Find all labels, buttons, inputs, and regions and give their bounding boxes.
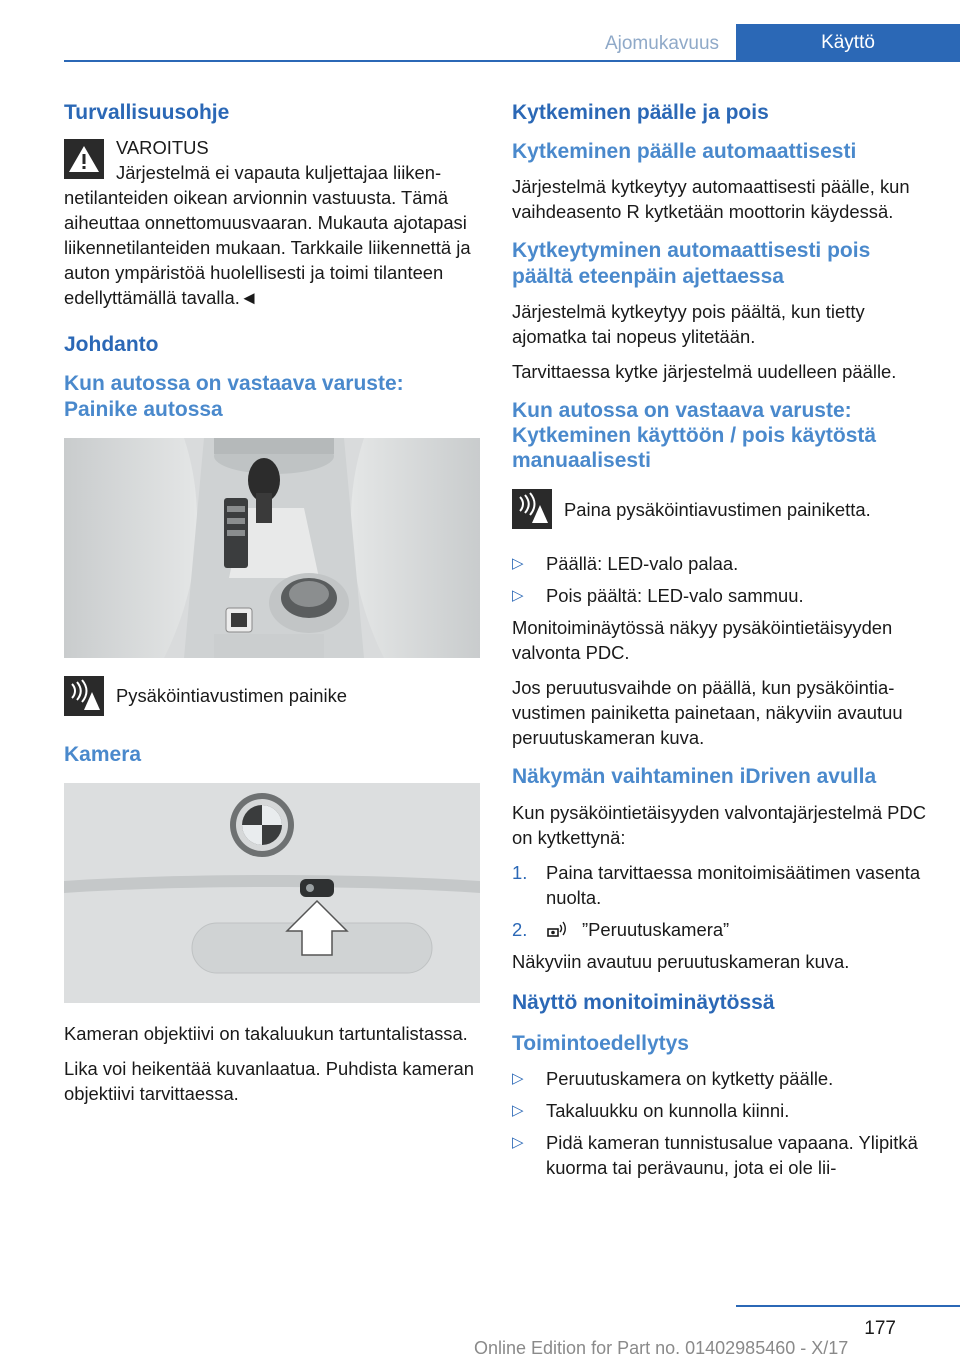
left-column (64, 100, 480, 1116)
right-column (512, 100, 928, 1187)
led-status-list (512, 551, 928, 608)
tailgate-camera-photo (64, 783, 480, 1003)
camera-location-text: Kameran objektiivi on takaluukun tartuntalistassa. (64, 1022, 468, 1044)
idrive-steps (512, 860, 928, 942)
button-heading: Kun autossa on vastaava varuste: Painike autossa (64, 372, 404, 421)
mfd-heading: Näyttö monitoiminäytössä (512, 990, 775, 1014)
button-caption: Pysäköintiavustimen painike (116, 685, 348, 707)
list-item: ▷ Peruutuskamera on kytketty päälle. (512, 1067, 834, 1089)
header-rule (64, 60, 960, 62)
idrive-result: Näkyviin avautuu peruutuskameran kuva. (512, 950, 850, 972)
manual-caption-row (512, 489, 928, 529)
auto-on-text: Järjestelmä kytkeytyy automaattisesti päälle, kun vaihdeasento R kytketään moottorin käydessä. (512, 176, 910, 223)
camera-heading: Kamera (64, 742, 142, 766)
intro-heading: Johdanto (64, 333, 159, 357)
bullet-triangle-icon: ▷ (512, 1101, 524, 1119)
bullet-triangle-icon: ▷ (512, 1133, 524, 1151)
button-caption-row (64, 676, 480, 716)
footer-rule (736, 1305, 960, 1307)
display-text-1: Monitoiminäytössä näkyy pysäköintietäisyyden valvonta PDC. (512, 617, 893, 664)
auto-off-heading: Kytkeytyminen automaattisesti pois päältä eteenpäin ajettaessa (512, 239, 871, 288)
park-distance-control-icon (64, 676, 104, 716)
list-item: 1. Paina tarvittaessa monitoimisäätimen vasenta nuolta. (512, 861, 921, 908)
warning-label: VAROITUS (116, 137, 209, 159)
prereq-heading: Toimintoedellytys (512, 1031, 689, 1055)
idrive-heading: Näkymän vaihtaminen iDriven avulla (512, 765, 877, 789)
camera-cleaning-text: Lika voi heikentää kuvanlaatua. Puhdista kameran objektiivi tarvittaessa. (64, 1057, 474, 1104)
warning-block (64, 135, 480, 310)
rear-camera-icon (546, 919, 572, 939)
warning-triangle-icon (64, 139, 104, 179)
auto-off-text-1: Järjestelmä kytkeytyy pois päältä, kun tietty ajomatka tai nopeus ylitetään. (512, 300, 865, 347)
edition-watermark: Online Edition for Part no. 01402985460 - X/17 (474, 1338, 849, 1358)
manual-caption: Paina pysäköintiavustimen painiketta. (564, 498, 871, 520)
list-item: ▷ Päällä: LED-valo palaa. (512, 553, 739, 575)
center-console-photo (64, 438, 480, 658)
list-item: ▷ Pidä kameran tunnistusalue vapaana. Ylipitkä kuorma tai perävaunu, jota ei ole lii- (512, 1131, 918, 1178)
bullet-triangle-icon: ▷ (512, 1069, 524, 1087)
park-distance-control-icon (512, 489, 552, 529)
page-number: 177 (864, 1318, 896, 1339)
list-item: ▷ Takaluukku on kunnolla kiinni. (512, 1099, 790, 1121)
section-tab-operation: Käyttö (736, 24, 960, 62)
idrive-text: Kun pysäköintietäisyyden valvontajärjestelmä PDC on kytkettynä: (512, 801, 926, 848)
list-item: ▷ Pois päältä: LED-valo sammuu. (512, 585, 804, 607)
display-text-2: Jos peruutusvaihde on päällä, kun pysäköintiavustimen painiketta painetaan, näkyviin avautuu peruutuskameran kuva. (512, 677, 903, 749)
warning-text: Järjestelmä ei vapauta kuljettajaa liikennetilanteiden oikean arvionnin vastuusta. Tämä aiheuttaa onnettomuusvaaran. Mukauta ajotapasi liikennetilanteiden mukaan. Tarkkaile liikennettä ja auton ympäristöä huolellisesti ja toimi tilanteen edellyttämällä tavalla.◄ (64, 162, 471, 309)
prereq-list (512, 1066, 928, 1180)
safety-heading: Turvallisuusohje (64, 101, 230, 124)
bullet-triangle-icon: ▷ (512, 555, 524, 573)
onoff-heading: Kytkeminen päälle ja pois (512, 101, 769, 124)
manual-heading: Kun autossa on vastaava varuste: Kytkeminen käyttöön / pois käytöstä manuaalisesti (512, 398, 877, 473)
auto-off-text-2: Tarvittaessa kytke järjestelmä uudelleen päälle. (512, 360, 897, 382)
auto-on-heading: Kytkeminen päälle automaattisesti (512, 140, 857, 164)
section-tab-comfort: Ajomukavuus (604, 33, 720, 54)
bullet-triangle-icon: ▷ (512, 587, 524, 605)
list-item: 2. ”Peruutuskamera” (512, 918, 730, 940)
